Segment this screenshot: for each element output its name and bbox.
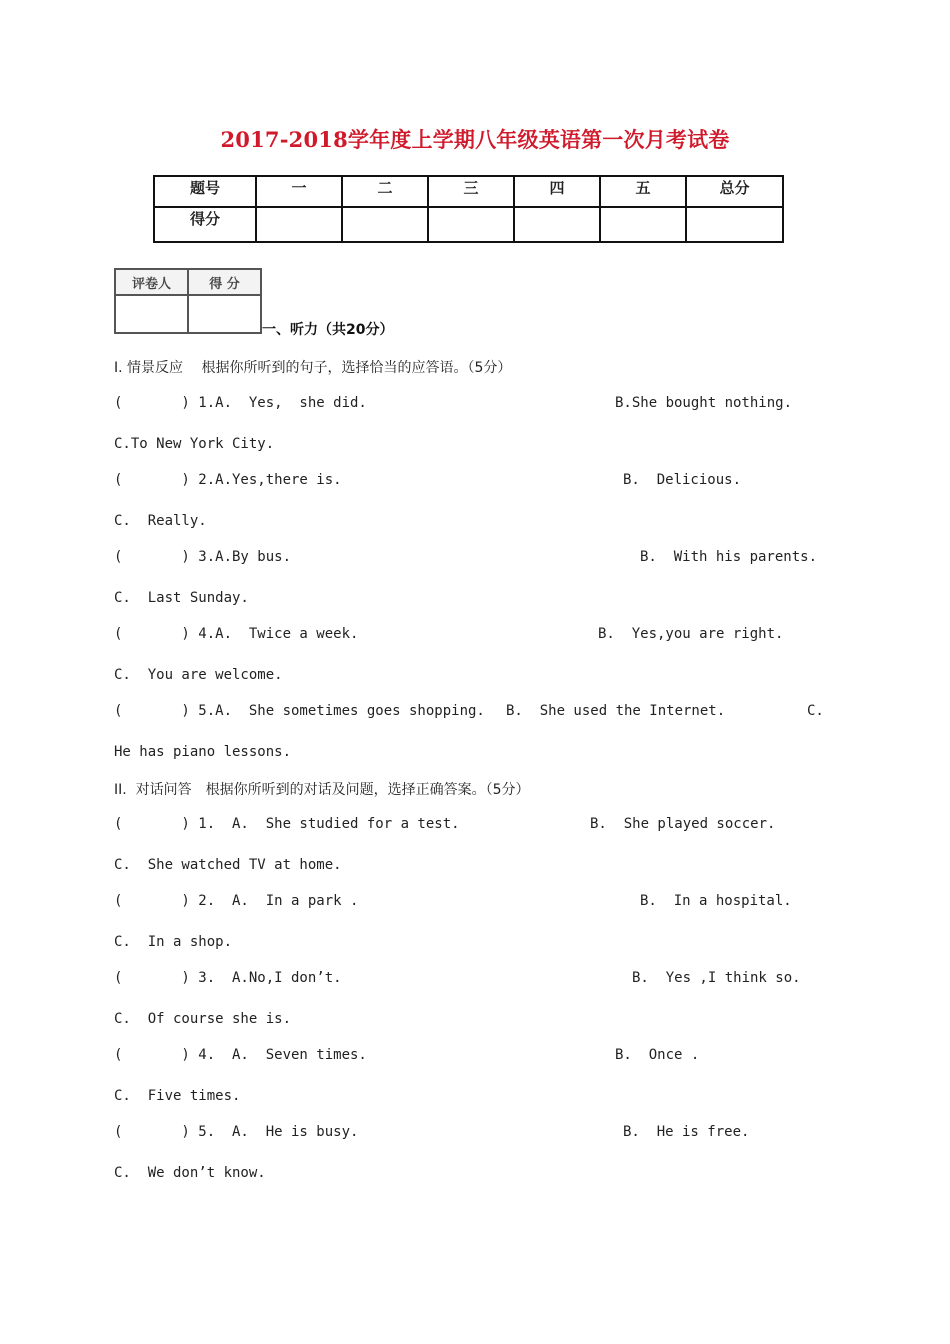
question-option-a: ( ) 4. A. Seven times. xyxy=(114,1047,367,1063)
question-option-a: ( ) 5. A. He is busy. xyxy=(114,1124,359,1140)
score-cell[interactable] xyxy=(514,207,600,242)
question-option-b: B. She used the Internet. xyxy=(506,703,726,719)
question-option-a: ( ) 1.A. Yes, she did. xyxy=(114,395,367,411)
question-option-c: C. Really. xyxy=(114,513,207,529)
score-cell[interactable] xyxy=(686,207,783,242)
score-table-header-row xyxy=(154,176,783,207)
question-option-b: B. She played soccer. xyxy=(590,816,776,832)
score-cell[interactable] xyxy=(428,207,514,242)
question-option-a: ( ) 3. A.No,I don’t. xyxy=(114,970,342,986)
grader-score-label: 得 分 xyxy=(188,269,261,295)
question-option-b: B. Yes ,I think so. xyxy=(632,970,801,986)
question-option-c: C. Five times. xyxy=(114,1088,241,1104)
question-option-c: He has piano lessons. xyxy=(114,744,292,760)
score-table-header: 总分 xyxy=(686,176,783,207)
score-table xyxy=(153,175,784,243)
question-option-c-marker: C. xyxy=(807,703,824,719)
part-heading: II. 对话问答 根据你所听到的对话及问题，选择正确答案。（5分） xyxy=(114,782,530,798)
question-option-c: C. She watched TV at home. xyxy=(114,857,342,873)
score-cell[interactable] xyxy=(342,207,428,242)
question-option-a: ( ) 2.A.Yes,there is. xyxy=(114,472,342,488)
question-option-a: ( ) 3.A.By bus. xyxy=(114,549,292,565)
section-heading: 一、听力（共20分） xyxy=(262,322,394,338)
question-option-b: B. Yes,you are right. xyxy=(598,626,784,642)
question-option-c: C.To New York City. xyxy=(114,436,275,452)
question-option-b: B.She bought nothing. xyxy=(615,395,793,411)
question-option-a: ( ) 4.A. Twice a week. xyxy=(114,626,359,642)
question-option-c: C. We don’t know. xyxy=(114,1165,266,1181)
score-table-header: 三 xyxy=(428,176,514,207)
question-option-a: ( ) 1. A. She studied for a test. xyxy=(114,816,460,832)
score-table-header: 五 xyxy=(600,176,686,207)
score-row-label: 得分 xyxy=(154,207,256,242)
question-option-b: B. Delicious. xyxy=(623,472,742,488)
score-table-header: 题号 xyxy=(154,176,256,207)
question-option-c: C. You are welcome. xyxy=(114,667,283,683)
question-option-b: B. He is free. xyxy=(623,1124,750,1140)
question-option-c: C. In a shop. xyxy=(114,934,233,950)
grader-label: 评卷人 xyxy=(115,269,188,295)
score-table-score-row xyxy=(154,207,783,242)
question-option-a: ( ) 5.A. She sometimes goes shopping. xyxy=(114,703,485,719)
exam-title: 2017-2018学年度上学期八年级英语第一次月考试卷 xyxy=(220,127,730,152)
grader-score-cell[interactable] xyxy=(188,295,261,333)
score-table-header: 二 xyxy=(342,176,428,207)
question-option-a: ( ) 2. A. In a park . xyxy=(114,893,359,909)
grader-box xyxy=(114,268,262,334)
question-option-c: C. Last Sunday. xyxy=(114,590,249,606)
question-option-c: C. Of course she is. xyxy=(114,1011,292,1027)
score-table-header: 四 xyxy=(514,176,600,207)
question-option-b: B. With his parents. xyxy=(640,549,818,565)
question-option-b: B. Once . xyxy=(615,1047,700,1063)
part-heading: I. 情景反应 根据你所听到的句子，选择恰当的应答语。（5分） xyxy=(114,360,512,376)
grader-cell[interactable] xyxy=(115,295,188,333)
score-cell[interactable] xyxy=(256,207,342,242)
score-table-header: 一 xyxy=(256,176,342,207)
question-option-b: B. In a hospital. xyxy=(640,893,792,909)
score-cell[interactable] xyxy=(600,207,686,242)
